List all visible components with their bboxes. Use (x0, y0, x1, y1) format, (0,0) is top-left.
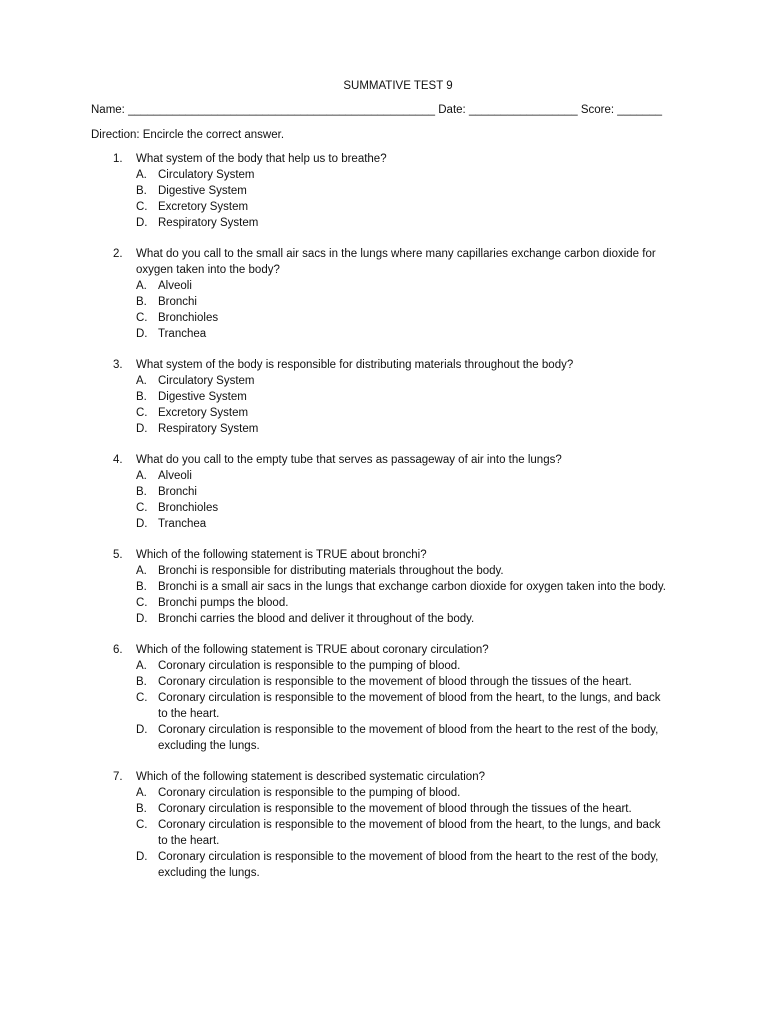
question-text: What do you call to the empty tube that serves as passageway of air into the lungs? (136, 454, 562, 466)
option-c[interactable] (0, 690, 768, 722)
question-text: Which of the following statement is TRUE about coronary circulation? (136, 644, 489, 656)
option-letter: A. (136, 660, 147, 672)
option-b[interactable] (0, 294, 768, 310)
option-letter: C. (136, 502, 148, 514)
question-2 (0, 246, 768, 342)
option-letter: A. (136, 280, 147, 292)
option-b[interactable] (0, 579, 768, 595)
option-letter: B. (136, 486, 147, 498)
option-d[interactable] (0, 516, 768, 532)
option-text: Coronary circulation is responsible to the movement of blood through the tissues of the heart. (158, 676, 632, 688)
option-letter: A. (136, 565, 147, 577)
option-text: Circulatory System (158, 375, 255, 387)
option-letter: A. (136, 787, 147, 799)
option-c[interactable] (0, 595, 768, 611)
option-text: Alveoli (158, 470, 192, 482)
option-b[interactable] (0, 183, 768, 199)
option-a[interactable] (0, 658, 768, 674)
option-text: Bronchi (158, 486, 197, 498)
option-text: Bronchi is a small air sacs in the lungs that exchange carbon dioxide for oxygen taken into the body. (158, 581, 666, 593)
option-text: Coronary circulation is responsible to the movement of blood through the tissues of the heart. (158, 803, 632, 815)
question-list (0, 151, 768, 896)
option-text: Coronary circulation is responsible to the pumping of blood. (158, 660, 461, 672)
option-text: Excretory System (158, 407, 249, 419)
question-number: 4. (113, 454, 123, 466)
option-letter: D. (136, 423, 148, 435)
option-letter: B. (136, 676, 147, 688)
question-text: Which of the following statement is described systematic circulation? (136, 771, 485, 783)
option-letter: C. (136, 312, 148, 324)
question-number: 1. (113, 153, 123, 165)
option-text: Digestive System (158, 185, 247, 197)
option-text: Coronary circulation is responsible to the movement of blood from the heart to the rest of the body, excluding the lungs. (158, 851, 659, 879)
option-a[interactable] (0, 468, 768, 484)
option-text: Coronary circulation is responsible to the movement of blood from the heart, to the lungs, and back to the heart. (158, 819, 661, 847)
option-text: Bronchi is responsible for distributing materials throughout the body. (158, 565, 504, 577)
question-6 (0, 642, 768, 754)
option-letter: C. (136, 692, 148, 704)
option-a[interactable] (0, 785, 768, 801)
option-letter: C. (136, 819, 148, 831)
question-number: 2. (113, 248, 123, 260)
option-text: Digestive System (158, 391, 247, 403)
option-text: Bronchioles (158, 502, 219, 514)
question-7 (0, 769, 768, 881)
name-date-score-line: Name: ________________________________________________ Date: _________________ Score: _______ (91, 104, 663, 116)
option-a[interactable] (0, 563, 768, 579)
option-letter: A. (136, 470, 147, 482)
option-text: Alveoli (158, 280, 192, 292)
option-letter: B. (136, 391, 147, 403)
option-c[interactable] (0, 310, 768, 326)
option-letter: D. (136, 613, 148, 625)
option-c[interactable] (0, 405, 768, 421)
option-text: Bronchi (158, 296, 197, 308)
question-4 (0, 452, 768, 532)
question-number: 5. (113, 549, 123, 561)
option-text: Coronary circulation is responsible to the movement of blood from the heart, to the lungs, and back to the heart. (158, 692, 661, 720)
question-1 (0, 151, 768, 231)
option-text: Tranchea (158, 518, 207, 530)
option-d[interactable] (0, 421, 768, 437)
option-letter: A. (136, 375, 147, 387)
option-text: Coronary circulation is responsible to the movement of blood from the heart to the rest of the body, excluding the lungs. (158, 724, 659, 752)
option-text: Bronchi carries the blood and deliver it throughout of the body. (158, 613, 475, 625)
question-3 (0, 357, 768, 437)
option-letter: B. (136, 803, 147, 815)
option-letter: C. (136, 407, 148, 419)
option-letter: B. (136, 185, 147, 197)
option-letter: D. (136, 851, 148, 863)
option-d[interactable] (0, 849, 768, 881)
option-text: Excretory System (158, 201, 249, 213)
option-c[interactable] (0, 817, 768, 849)
question-5 (0, 547, 768, 627)
option-text: Bronchioles (158, 312, 219, 324)
option-b[interactable] (0, 389, 768, 405)
question-text: What system of the body is responsible for distributing materials throughout the body? (136, 359, 574, 371)
option-letter: D. (136, 518, 148, 530)
option-a[interactable] (0, 373, 768, 389)
option-b[interactable] (0, 484, 768, 500)
question-number: 6. (113, 644, 123, 656)
option-text: Coronary circulation is responsible to the pumping of blood. (158, 787, 461, 799)
option-text: Tranchea (158, 328, 207, 340)
direction-text: Direction: Encircle the correct answer. (91, 129, 285, 141)
option-a[interactable] (0, 278, 768, 294)
option-letter: D. (136, 328, 148, 340)
option-letter: D. (136, 217, 148, 229)
option-letter: C. (136, 201, 148, 213)
option-text: Circulatory System (158, 169, 255, 181)
option-text: Bronchi pumps the blood. (158, 597, 289, 609)
question-text: Which of the following statement is TRUE about bronchi? (136, 549, 427, 561)
option-d[interactable] (0, 326, 768, 342)
option-d[interactable] (0, 215, 768, 231)
option-b[interactable] (0, 801, 768, 817)
option-text: Respiratory System (158, 217, 259, 229)
option-letter: B. (136, 581, 147, 593)
option-letter: A. (136, 169, 147, 181)
question-number: 7. (113, 771, 123, 783)
question-text: What do you call to the small air sacs in the lungs where many capillaries exchange carbon dioxide for oxygen taken into the body? (136, 248, 656, 276)
option-letter: B. (136, 296, 147, 308)
option-letter: D. (136, 724, 148, 736)
option-c[interactable] (0, 199, 768, 215)
option-d[interactable] (0, 611, 768, 627)
question-number: 3. (113, 359, 123, 371)
option-letter: C. (136, 597, 148, 609)
option-b[interactable] (0, 674, 768, 690)
question-text: What system of the body that help us to breathe? (136, 153, 387, 165)
page-title: SUMMATIVE TEST 9 (343, 80, 453, 92)
option-a[interactable] (0, 167, 768, 183)
option-d[interactable] (0, 722, 768, 754)
option-text: Respiratory System (158, 423, 259, 435)
option-c[interactable] (0, 500, 768, 516)
